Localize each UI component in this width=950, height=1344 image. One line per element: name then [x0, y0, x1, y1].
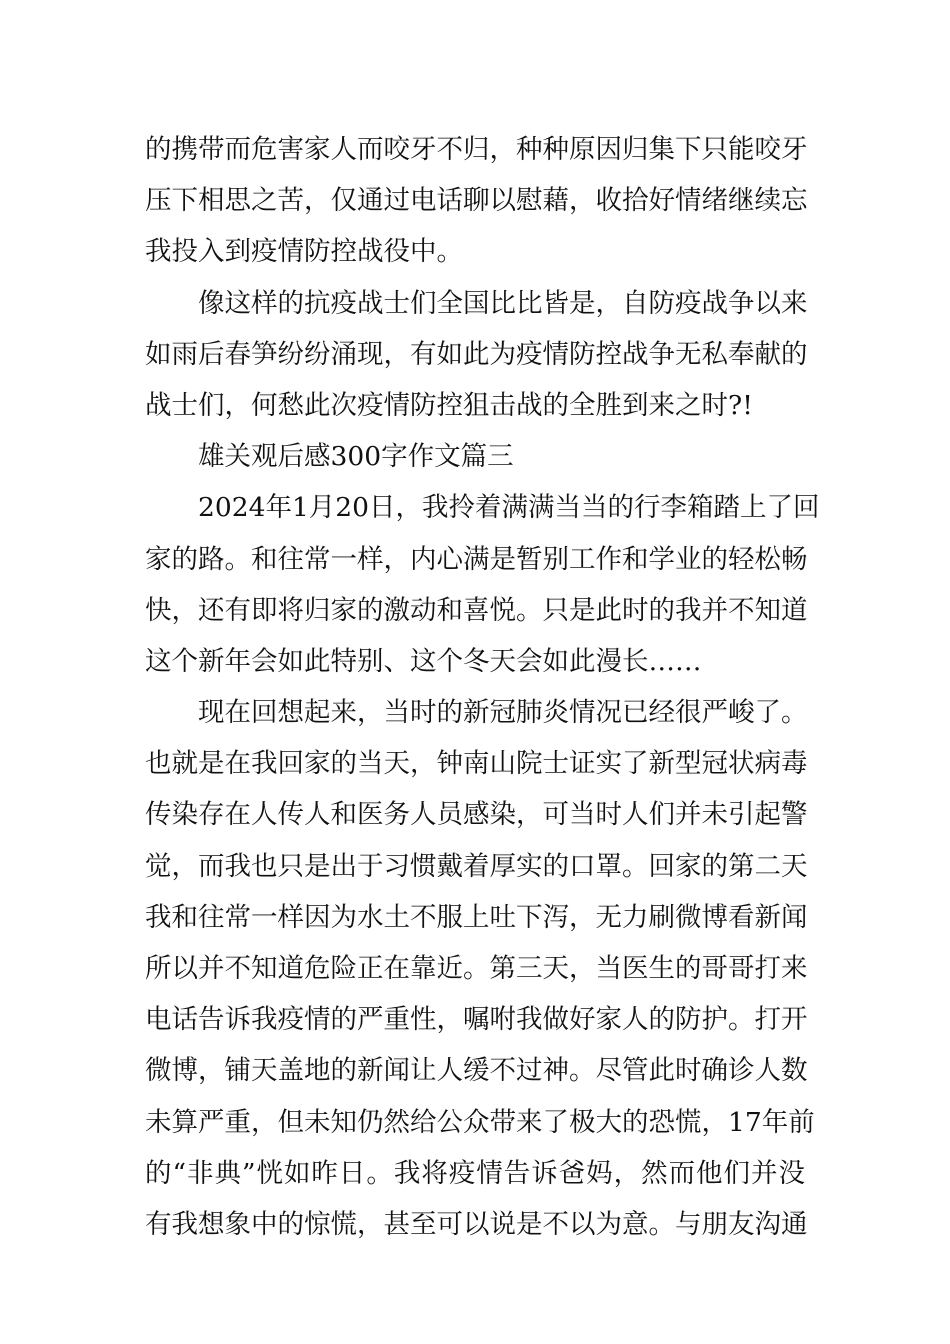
paragraph-2-line-3: 战士们，何愁此次疫情防控狙击战的全胜到来之时?! — [145, 389, 753, 421]
paragraph-3-line-1: 2024年1月20日，我拎着满满当当的行李箱踏上了回 — [198, 492, 820, 524]
paragraph-1-line-3: 我投入到疫情防控战役中。 — [145, 236, 463, 268]
paragraph-4-line-8: 微博，铺天盖地的新闻让人缓不过神。尽管此时确诊人数 — [145, 1055, 808, 1087]
paragraph-3-line-2: 家的路。和往常一样，内心满是暂别工作和学业的轻松畅 — [145, 543, 808, 575]
paragraph-4-line-3: 传染存在人传人和医务人员感染，可当时人们并未引起警 — [145, 799, 808, 831]
paragraph-4-line-9: 未算严重，但未知仍然给公众带来了极大的恐慌，17年前 — [145, 1106, 815, 1138]
paragraph-3-line-4: 这个新年会如此特别、这个冬天会如此漫长…… — [145, 645, 702, 677]
paragraph-1-line-2: 压下相思之苦，仅通过电话聊以慰藉，收拾好情绪继续忘 — [145, 185, 808, 217]
paragraph-1-line-1: 的携带而危害家人而咬牙不归，种种原因归集下只能咬牙 — [145, 134, 808, 165]
paragraph-4-line-5: 我和往常一样因为水土不服上吐下泻，无力刷微博看新闻 — [145, 901, 808, 933]
paragraph-4-line-2: 也就是在我回家的当天，钟南山院士证实了新型冠状病毒 — [145, 748, 808, 780]
paragraph-2-line-2: 如雨后春笋纷纷涌现，有如此为疫情防控战争无私奉献的 — [145, 338, 808, 370]
paragraph-4-line-11: 有我想象中的惊慌，甚至可以说是不以为意。与朋友沟通 — [145, 1208, 808, 1240]
paragraph-4-line-7: 电话告诉我疫情的严重性，嘱咐我做好家人的防护。打开 — [145, 1004, 808, 1036]
paragraph-4-line-4: 觉，而我也只是出于习惯戴着厚实的口罩。回家的第二天 — [145, 850, 808, 882]
paragraph-4-line-10: 的“非典”恍如昨日。我将疫情告诉爸妈，然而他们并没 — [145, 1157, 805, 1189]
paragraph-4-line-6: 所以并不知道危险正在靠近。第三天，当医生的哥哥打来 — [145, 953, 808, 984]
paragraph-4-line-1: 现在回想起来，当时的新冠肺炎情况已经很严峻了。 — [198, 697, 808, 729]
paragraph-2-line-1: 像这样的抗疫战士们全国比比皆是，自防疫战争以来 — [198, 287, 808, 319]
paragraph-3-line-3: 快，还有即将归家的激动和喜悦。只是此时的我并不知道 — [145, 594, 808, 626]
document-body — [145, 124, 820, 1250]
section-heading: 雄关观后感300字作文篇三 — [198, 441, 514, 473]
